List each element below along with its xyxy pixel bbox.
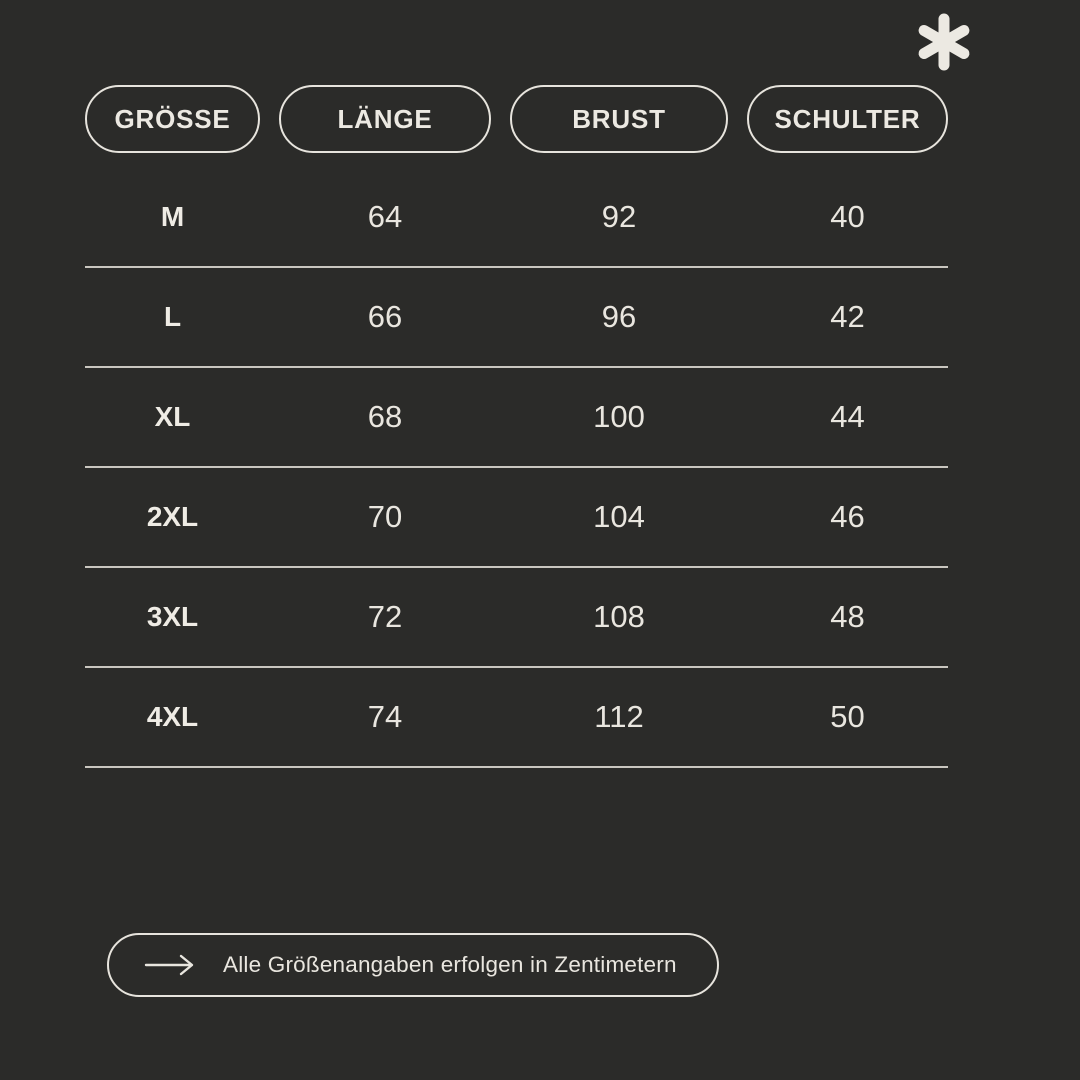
size-table: [85, 85, 948, 768]
table-row-xl: [85, 368, 948, 468]
table-row-4xl: [85, 668, 948, 768]
laenge-cell: 68: [367, 399, 403, 434]
schulter-cell: 42: [830, 299, 865, 334]
units-note-text: Alle Größenangaben erfolgen in Zentimetern: [223, 952, 677, 977]
units-note-pill: [107, 933, 719, 997]
schulter-cell: 50: [830, 699, 865, 734]
size-cell: M: [160, 201, 185, 232]
column-header-brust: [510, 85, 728, 153]
brust-cell: 104: [593, 499, 645, 534]
schulter-cell: 40: [830, 199, 865, 234]
laenge-cell: 64: [367, 199, 403, 234]
laenge-cell: 72: [367, 599, 403, 634]
schulter-cell: 46: [830, 499, 865, 534]
column-header-label: SCHULTER: [774, 103, 921, 134]
table-body: [85, 168, 948, 768]
table-header-row: [85, 85, 948, 153]
asterisk-icon: [914, 12, 974, 72]
laenge-cell: 66: [367, 299, 403, 334]
brust-cell: 112: [594, 699, 644, 734]
brust-cell: 108: [593, 599, 645, 634]
column-header-groesse: [85, 85, 260, 153]
laenge-cell: 70: [367, 499, 403, 534]
brust-cell: 100: [593, 399, 645, 434]
right-arrow-icon: [143, 952, 197, 978]
table-row-l: [85, 268, 948, 368]
table-row-m: [85, 168, 948, 268]
column-header-schulter: [747, 85, 948, 153]
column-header-label: LÄNGE: [337, 103, 433, 134]
size-cell: L: [163, 301, 182, 332]
column-header-label: GRÖSSE: [114, 103, 231, 134]
size-cell: 4XL: [146, 701, 199, 732]
size-cell: 3XL: [146, 601, 199, 632]
schulter-cell: 44: [830, 399, 865, 434]
schulter-cell: 48: [830, 599, 865, 634]
size-cell: XL: [154, 401, 191, 432]
laenge-cell: 74: [367, 699, 403, 734]
brust-cell: 96: [601, 299, 637, 334]
size-cell: 2XL: [146, 501, 199, 532]
brust-cell: 92: [601, 199, 637, 234]
table-row-3xl: [85, 568, 948, 668]
table-row-2xl: [85, 468, 948, 568]
column-header-laenge: [279, 85, 491, 153]
column-header-label: BRUST: [572, 103, 666, 134]
